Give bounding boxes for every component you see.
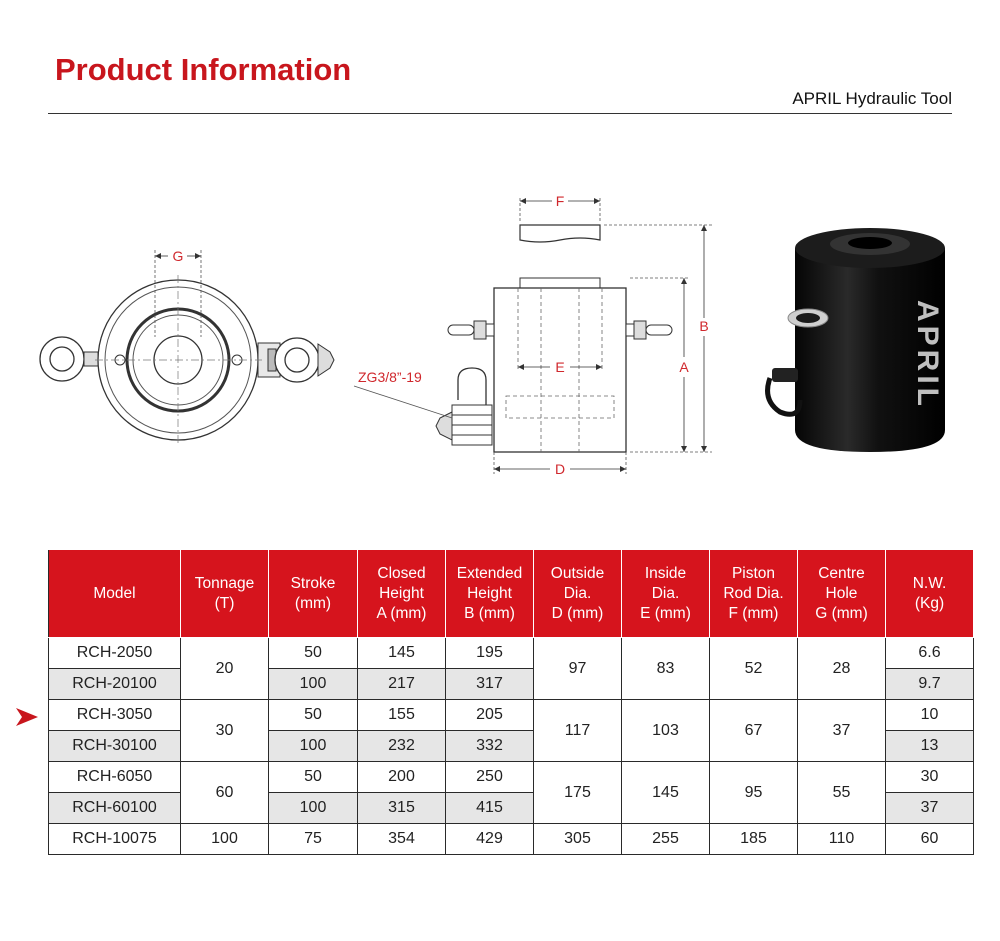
- brand-label: APRIL Hydraulic Tool: [792, 89, 952, 108]
- cell-inside-dia: 255: [622, 824, 710, 855]
- cell-piston-rod-dia: 67: [710, 700, 798, 762]
- cell-extended-height: 250: [446, 762, 534, 793]
- cell-centre-hole: 37: [798, 700, 886, 762]
- column-header-text: Height: [379, 584, 424, 602]
- cell-net-weight: 13: [886, 731, 974, 762]
- cell-net-weight: 10: [886, 700, 974, 731]
- cell-model: RCH-3050: [49, 700, 181, 731]
- column-header-text: Centre: [818, 564, 865, 582]
- cell-net-weight: 9.7: [886, 669, 974, 700]
- column-header-text: (mm): [294, 594, 332, 612]
- table-row: [49, 638, 974, 669]
- cell-centre-hole: 28: [798, 638, 886, 700]
- column-header-text: F (mm): [728, 604, 779, 622]
- cell-outside-dia: 117: [534, 700, 622, 762]
- cell-model: RCH-20100: [49, 669, 181, 700]
- brand-logo: APRIL: [911, 300, 944, 410]
- cell-centre-hole: 55: [798, 762, 886, 824]
- cell-stroke: 100: [269, 731, 358, 762]
- column-header: [181, 550, 269, 638]
- cell-extended-height: 415: [446, 793, 534, 824]
- cell-outside-dia: 97: [534, 638, 622, 700]
- page-title: Product Information: [55, 52, 352, 87]
- top-view-drawing: [40, 248, 334, 445]
- cell-extended-height: 317: [446, 669, 534, 700]
- cell-model: RCH-10075: [49, 824, 181, 855]
- cell-extended-height: 195: [446, 638, 534, 669]
- column-header-text: D (mm): [551, 604, 604, 622]
- dim-label-e: E: [555, 359, 565, 375]
- column-header-text: Model: [93, 584, 136, 602]
- column-header-text: Height: [467, 584, 512, 602]
- column-header-text: Piston: [731, 564, 776, 582]
- column-header-text: Closed: [377, 564, 426, 582]
- cell-piston-rod-dia: 52: [710, 638, 798, 700]
- cell-model: RCH-6050: [49, 762, 181, 793]
- column-header-text: Outside: [550, 564, 605, 582]
- cell-extended-height: 429: [446, 824, 534, 855]
- cell-model: RCH-2050: [49, 638, 181, 669]
- cell-net-weight: 30: [886, 762, 974, 793]
- cell-stroke: 75: [269, 824, 358, 855]
- table-row: [49, 762, 974, 793]
- row-pointer-icon: [16, 708, 38, 726]
- cell-closed-height: 200: [358, 762, 446, 793]
- cell-model: RCH-60100: [49, 793, 181, 824]
- column-header: [269, 550, 358, 638]
- cell-stroke: 50: [269, 700, 358, 731]
- side-view-drawing: [354, 193, 712, 477]
- column-header-text: Dia.: [563, 584, 592, 602]
- cell-tonnage: 20: [181, 638, 269, 700]
- column-header-text: (Kg): [914, 594, 945, 612]
- cell-inside-dia: 103: [622, 700, 710, 762]
- cell-extended-height: 205: [446, 700, 534, 731]
- column-header: [446, 550, 534, 638]
- column-header-text: Inside: [644, 564, 687, 582]
- cell-closed-height: 155: [358, 700, 446, 731]
- cell-net-weight: 6.6: [886, 638, 974, 669]
- cell-net-weight: 60: [886, 824, 974, 855]
- column-header-text: (T): [214, 594, 235, 612]
- port-label: ZG3/8”-19: [358, 369, 422, 385]
- column-header-text: E (mm): [640, 604, 691, 622]
- column-header-text: N.W.: [912, 574, 947, 592]
- cell-closed-height: 354: [358, 824, 446, 855]
- cell-outside-dia: 305: [534, 824, 622, 855]
- dim-label-b: B: [699, 318, 709, 334]
- cell-extended-height: 332: [446, 731, 534, 762]
- column-header-text: Rod Dia.: [723, 584, 784, 602]
- dim-label-a: A: [679, 359, 689, 375]
- column-header-text: Dia.: [651, 584, 680, 602]
- cell-piston-rod-dia: 95: [710, 762, 798, 824]
- cell-stroke: 100: [269, 793, 358, 824]
- cell-closed-height: 145: [358, 638, 446, 669]
- cell-tonnage: 60: [181, 762, 269, 824]
- cell-stroke: 50: [269, 638, 358, 669]
- product-photo: [768, 228, 945, 452]
- cell-model: RCH-30100: [49, 731, 181, 762]
- spec-table: [48, 549, 974, 855]
- column-header: [710, 550, 798, 638]
- header-divider: [48, 113, 952, 114]
- table-header-row: [49, 550, 974, 638]
- column-header-text: Stroke: [290, 574, 336, 592]
- cell-centre-hole: 110: [798, 824, 886, 855]
- cell-outside-dia: 175: [534, 762, 622, 824]
- column-header: [886, 550, 974, 638]
- cell-net-weight: 37: [886, 793, 974, 824]
- column-header-text: A (mm): [376, 604, 427, 622]
- table-row: [49, 700, 974, 731]
- dim-label-g: G: [172, 248, 184, 264]
- cell-inside-dia: 145: [622, 762, 710, 824]
- cell-tonnage: 100: [181, 824, 269, 855]
- column-header-text: Extended: [456, 564, 523, 582]
- dim-label-f: F: [555, 193, 565, 209]
- column-header-text: G (mm): [815, 604, 868, 622]
- column-header-text: B (mm): [464, 604, 515, 622]
- dim-label-d: D: [554, 461, 566, 477]
- column-header-text: Hole: [825, 584, 858, 602]
- cell-stroke: 50: [269, 762, 358, 793]
- cell-piston-rod-dia: 185: [710, 824, 798, 855]
- column-header: [358, 550, 446, 638]
- cell-closed-height: 232: [358, 731, 446, 762]
- cell-tonnage: 30: [181, 700, 269, 762]
- column-header: [622, 550, 710, 638]
- cell-inside-dia: 83: [622, 638, 710, 700]
- column-header: [534, 550, 622, 638]
- table-row: [49, 824, 974, 855]
- cell-closed-height: 217: [358, 669, 446, 700]
- cell-closed-height: 315: [358, 793, 446, 824]
- technical-drawings: [0, 120, 1000, 540]
- column-header: [49, 550, 181, 638]
- column-header: [798, 550, 886, 638]
- column-header-text: Tonnage: [194, 574, 255, 592]
- cell-stroke: 100: [269, 669, 358, 700]
